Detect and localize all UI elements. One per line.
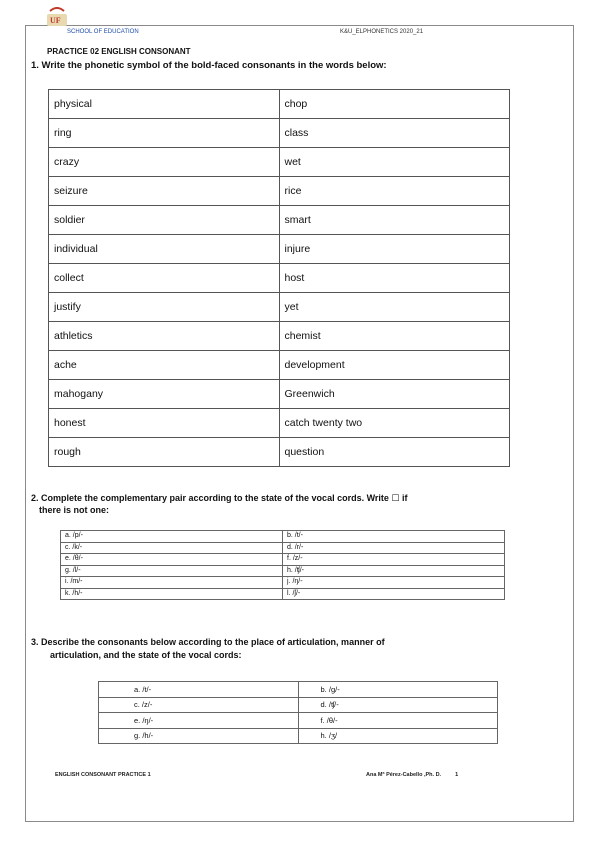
table-cell-left[interactable]: c. /k/- [61, 542, 283, 554]
table-cell-left[interactable]: e. /θ/- [61, 554, 283, 566]
word-row [49, 351, 510, 380]
question-2-line-1: 2. Complete the complementary pair according to the state of the vocal cords. Write ☐ if [31, 493, 408, 503]
footer-author: Ana Mª Pérez-Cabello ,Ph. D. [366, 772, 442, 778]
table-cell-left[interactable]: ache [49, 351, 280, 380]
table-cell-right[interactable]: d. /r/- [283, 542, 505, 554]
table-cell-right[interactable]: h. /ʒ/ [298, 728, 497, 744]
table-cell-right[interactable]: f. /θ/- [298, 713, 497, 729]
table-cell-left[interactable]: soldier [49, 206, 280, 235]
table-cell-right[interactable]: d. /ʧ/- [298, 697, 497, 713]
question-2-text [31, 493, 511, 516]
table-cell-left[interactable]: individual [49, 235, 280, 264]
table-cell-left[interactable]: justify [49, 293, 280, 322]
table-cell-left[interactable]: mahogany [49, 380, 280, 409]
university-logo [46, 7, 68, 27]
table-cell-right[interactable]: b. /g/- [298, 682, 497, 698]
word-row [49, 119, 510, 148]
word-row [49, 438, 510, 467]
table-cell-right[interactable]: chemist [279, 322, 510, 351]
pair-row [61, 577, 505, 589]
word-row [49, 177, 510, 206]
table-cell-right[interactable]: development [279, 351, 510, 380]
pair-row [61, 554, 505, 566]
table-cell-right[interactable]: smart [279, 206, 510, 235]
table-cell-left[interactable]: rough [49, 438, 280, 467]
table-cell-right[interactable]: f. /z/- [283, 554, 505, 566]
pair-row [61, 531, 505, 543]
table-cell-left[interactable]: g. /h/- [99, 728, 299, 744]
table-cell-left[interactable]: physical [49, 90, 280, 119]
consonant-row [99, 682, 498, 698]
pair-row [61, 565, 505, 577]
table-cell-right[interactable]: j. /ŋ/- [283, 577, 505, 589]
table-cell-left[interactable]: g. /l/- [61, 565, 283, 577]
word-row [49, 264, 510, 293]
pair-row [61, 588, 505, 600]
table-cell-left[interactable]: athletics [49, 322, 280, 351]
consonant-row [99, 713, 498, 729]
question-3-text [31, 636, 501, 662]
table-cell-right[interactable]: host [279, 264, 510, 293]
table-cell-left[interactable]: c. /z/- [99, 697, 299, 713]
footer-title: ENGLISH CONSONANT PRACTICE 1 [55, 772, 151, 778]
word-row [49, 409, 510, 438]
table-cell-right[interactable]: injure [279, 235, 510, 264]
course-code: K&U_ELPHONETICS 2020_21 [340, 29, 424, 35]
table-cell-right[interactable]: Greenwich [279, 380, 510, 409]
word-row [49, 293, 510, 322]
footer-author-block [366, 772, 458, 778]
word-row [49, 148, 510, 177]
question-3-line-2: articulation, and the state of the vocal cords: [50, 650, 242, 660]
table-cell-right[interactable]: catch twenty two [279, 409, 510, 438]
word-row [49, 90, 510, 119]
table-cell-left[interactable]: collect [49, 264, 280, 293]
table-cell-right[interactable]: wet [279, 148, 510, 177]
table-cell-right[interactable]: chop [279, 90, 510, 119]
question-2-table [60, 530, 505, 600]
table-cell-left[interactable]: i. /m/- [61, 577, 283, 589]
table-cell-left[interactable]: e. /ŋ/- [99, 713, 299, 729]
question-3-table [98, 681, 498, 744]
question-1-text: 1. Write the phonetic symbol of the bold-faced consonants in the words below: [31, 60, 387, 71]
consonant-row [99, 728, 498, 744]
table-cell-left[interactable]: k. /h/- [61, 588, 283, 600]
table-cell-left[interactable]: honest [49, 409, 280, 438]
table-cell-left[interactable]: seizure [49, 177, 280, 206]
pair-row [61, 542, 505, 554]
word-row [49, 380, 510, 409]
question-3-line-1: 3. Describe the consonants below according to the place of articulation, manner of [31, 637, 385, 647]
table-cell-left[interactable]: a. /p/- [61, 531, 283, 543]
question-1-table [48, 89, 510, 467]
school-name: SCHOOL OF EDUCATION [67, 29, 139, 35]
table-cell-right[interactable]: class [279, 119, 510, 148]
table-cell-right[interactable]: question [279, 438, 510, 467]
svg-text:UF: UF [50, 16, 61, 25]
table-cell-right[interactable]: yet [279, 293, 510, 322]
table-cell-left[interactable]: crazy [49, 148, 280, 177]
table-cell-right[interactable]: rice [279, 177, 510, 206]
question-2-line-2: there is not one: [39, 504, 110, 515]
word-row [49, 322, 510, 351]
consonant-row [99, 697, 498, 713]
table-cell-right[interactable]: l. /ʃ/- [283, 588, 505, 600]
word-row [49, 235, 510, 264]
table-cell-right[interactable]: h. /ʧ/- [283, 565, 505, 577]
table-cell-right[interactable]: b. /t/- [283, 531, 505, 543]
page-number: 1 [455, 772, 459, 778]
practice-title: PRACTICE 02 ENGLISH CONSONANT [47, 47, 191, 56]
table-cell-left[interactable]: ring [49, 119, 280, 148]
table-cell-left[interactable]: a. /t/- [99, 682, 299, 698]
word-row [49, 206, 510, 235]
